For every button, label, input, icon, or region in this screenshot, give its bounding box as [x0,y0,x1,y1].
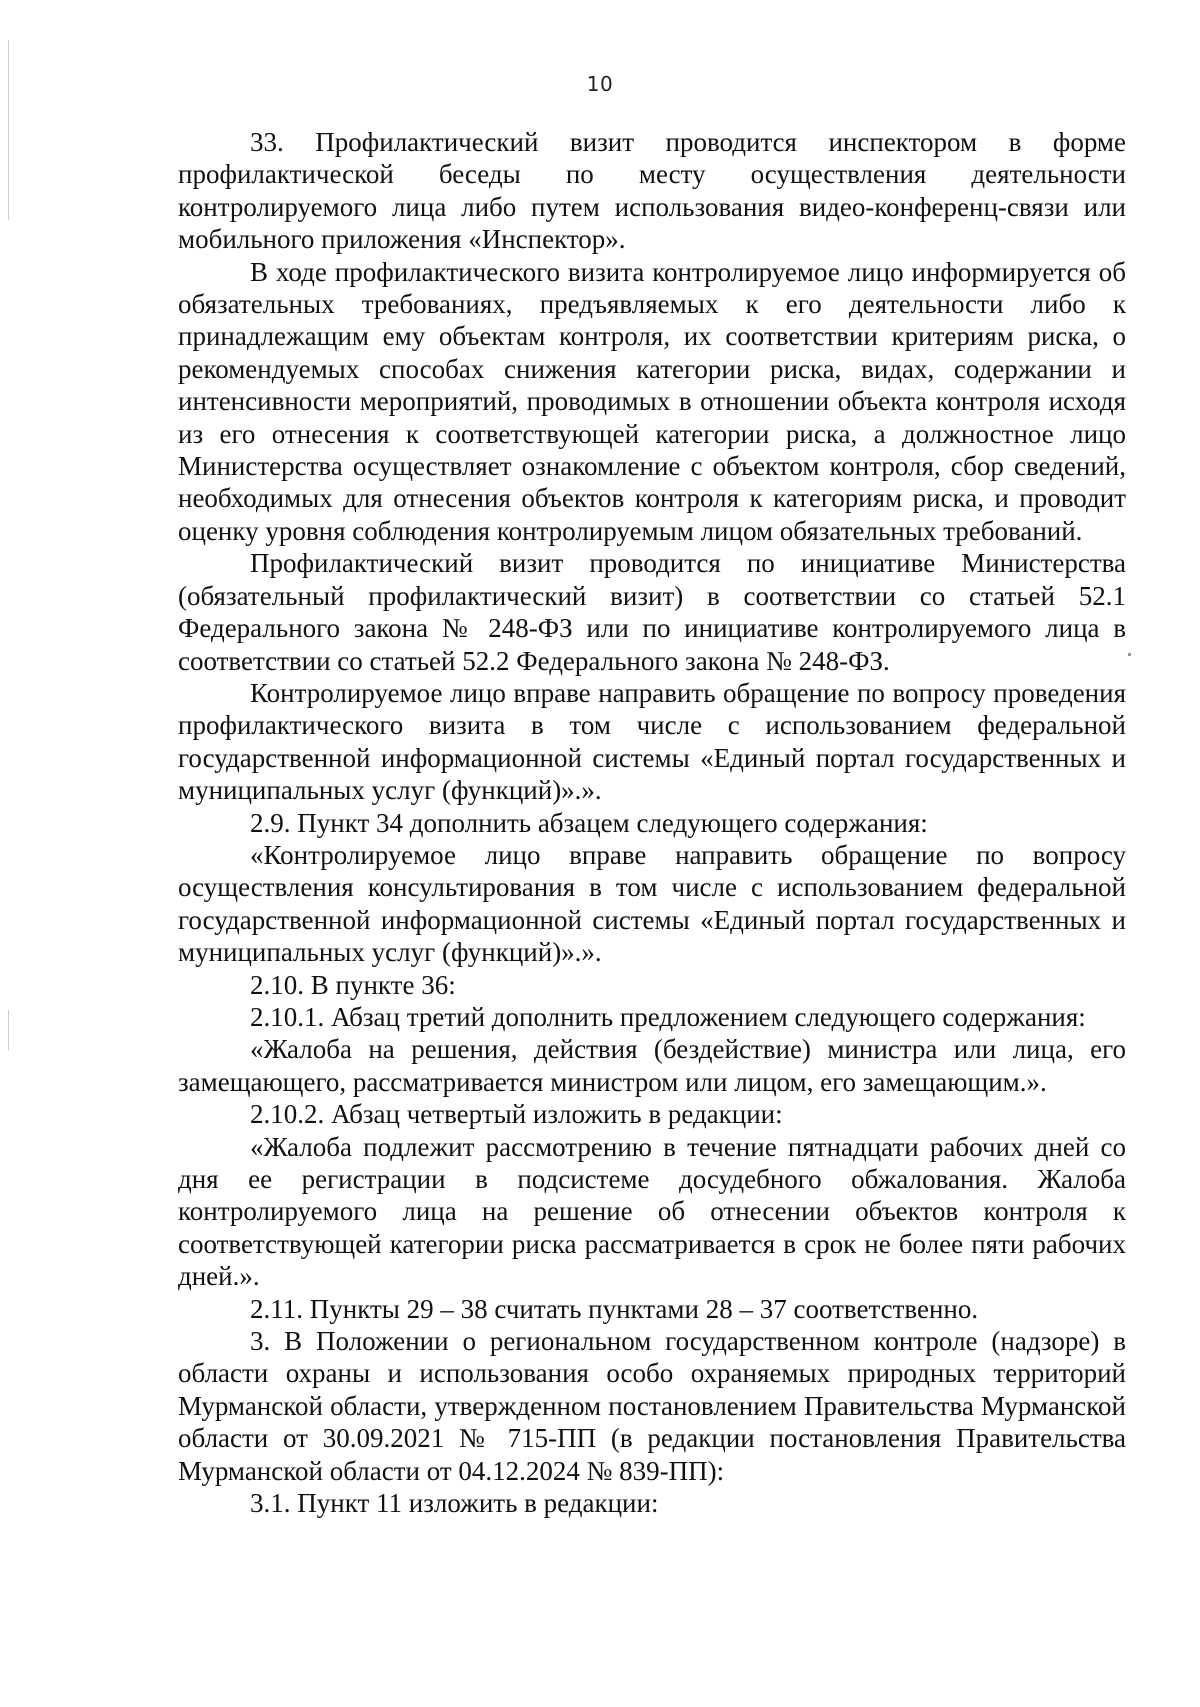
paragraph-3-1: 3.1. Пункт 11 изложить в редакции: [250,1488,659,1519]
paragraph-visit-info: В ходе профилактического визита контролируемое лицо информируется об обязательных требованиях, предъявляемых к его деятельности либо к принадлежащим ему объектам контроля, их соответствии критериям риска, о рекомендуемых способах снижения категории риска, видах, содержании и интенсивности мероприятий, проводимых в отношении объекта контроля исходя из его отнесения к соответствующей категории риска, а должностное лицо Министерства осуществляет ознакомление с объектом контроля, сбор сведений, необходимых для отнесения объектов контроля к категориям риска, и проводит оценку уровня соблюдения контролируемым лицом обязательных требований. [178,256,1126,546]
paragraph-2-10-2: 2.10.2. Абзац четвертый изложить в редакции: [250,1099,783,1130]
scan-speck [1128,653,1131,656]
paragraph-33: 33. Профилактический визит проводится инспектором в форме профилактической беседы по месту осуществления деятельности контролируемого лица либо путем использования видео-конференц-связи или мобильного приложения «Инспектор». [178,127,1126,255]
paragraph-2-10: 2.10. В пункте 36: [250,969,456,1000]
paragraph-consulting-request: «Контролируемое лицо вправе направить обращение по вопросу осуществления консультирования в том числе с использованием федеральной государственной информационной системы «Единый портал государственных и муниципальных услуг (функций)».». [178,839,1126,968]
paragraph-complaint-minister: «Жалоба на решения, действия (бездействие) министра или лица, его замещающего, рассматривается министром или лицом, его замещающим.». [178,1034,1126,1097]
page-number: 10 [586,72,614,96]
paragraph-visit-request: Контролируемое лицо вправе направить обращение по вопросу проведения профилактического визита в том числе с использованием федеральной государственной информационной системы «Единый портал государственных и муниципальных услуг (функций)».». [178,677,1126,806]
paragraph-complaint-term: «Жалоба подлежит рассмотрению в течение пятнадцати рабочих дней со дня ее регистрации в подсистеме досудебного обжалования. Жалоба контролируемого лица на решение об отнесении объектов контроля к соответствующей категории риска рассматривается в срок не более пяти рабочих дней.». [178,1131,1126,1292]
document-body [178,126,1126,1519]
paragraph-3: 3. В Положении о региональном государственном контроле (надзоре) в области охраны и использования особо охраняемых природных территорий Мурманской области, утвержденном постановлением Правительства Мурманской области от 30.09.2021 № 715-ПП (в редакции постановления Правительства Мурманской области от 04.12.2024 № 839-ПП): [178,1326,1126,1486]
scan-edge-line [8,1010,9,1050]
scan-edge-line [8,40,9,220]
paragraph-2-10-1: 2.10.1. Абзац третий дополнить предложением следующего содержания: [250,1001,1086,1032]
paragraph-2-9: 2.9. Пункт 34 дополнить абзацем следующего содержания: [250,807,928,838]
paragraph-visit-initiative: Профилактический визит проводится по инициативе Министерства (обязательный профилактический визит) в соответствии со статьей 52.1 Федерального закона № 248-ФЗ или по инициативе контролируемого лица в соответствии со статьей 52.2 Федерального закона № 248-ФЗ. [178,548,1126,676]
paragraph-2-11: 2.11. Пункты 29 – 38 считать пунктами 28 – 37 соответственно. [250,1293,979,1324]
